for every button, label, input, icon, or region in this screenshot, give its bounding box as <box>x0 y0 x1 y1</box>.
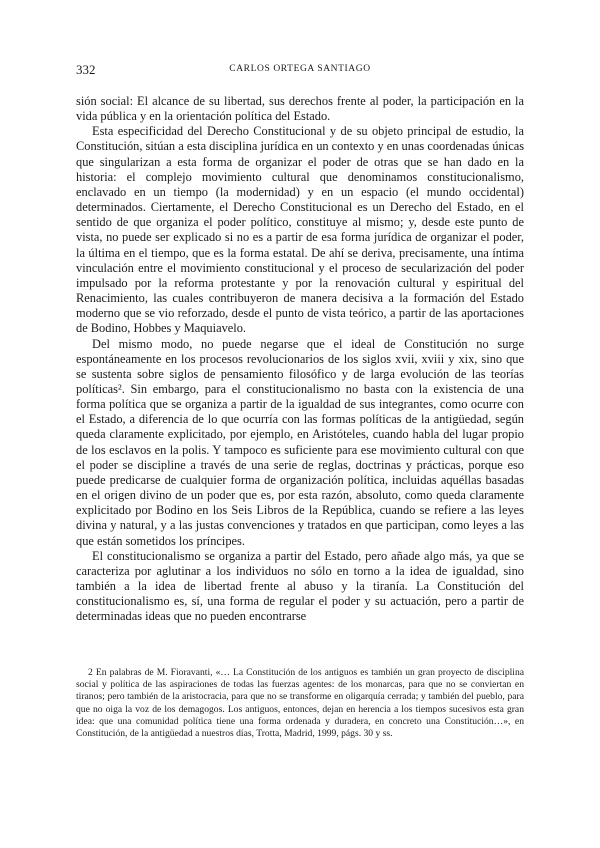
page-header <box>76 62 524 80</box>
running-head: CARLOS ORTEGA SANTIAGO <box>229 64 371 74</box>
footnotes <box>76 667 524 740</box>
paragraph-3: Del mismo modo, no puede negarse que el ideal de Constitución no surge espontáneamente en los procesos revolucionarios de los siglos xvii, xviii y xix, sino que se sustenta sobre siglos de pensamiento filosófico y de larga evolución de las teorías políticas². Sin embargo, para el constitucionalismo no basta con la existencia de una forma política que se organiza a partir de la igualdad de sus integrantes, como ocurre con el Estado, a diferencia de lo que ocurría con las formas políticas de la antigüedad, según queda claramente explicitado, por ejemplo, en Aristóteles, cuando habla del lugar propio de los esclavos en la polis. Y tampoco es suficiente para ese movimiento cultural con que el poder se discipline a través de una serie de reglas, doctrinas y prácticas, porque eso puede predicarse de cualquier forma de organización política, incluidas aquéllas basadas en el origen divino de un poder que es, por esta razón, absoluto, como queda claramente explicitado por Bodino en los Seis Libros de la República, cuando se refiere a las leyes divina y natural, y a las justas convenciones y tratados en que participan, como leyes a las que están sometidos los príncipes. <box>76 336 524 548</box>
page-number: 332 <box>76 62 96 77</box>
paragraph-4: El constitucionalismo se organiza a partir del Estado, pero añade algo más, ya que se caracteriza por aglutinar a los individuos no sólo en torno a la idea de igualdad, sino también a la idea de libertad frente al abuso y la tiranía. La Constitución del constitucionalismo es, sí, una forma de regular el poder y su actuación, pero a partir de determinadas ideas que no pueden encontrarse <box>76 548 524 624</box>
paragraph-1: sión social: El alcance de su libertad, sus derechos frente al poder, la participación en la vida pública y en la orientación política del Estado. <box>76 94 524 124</box>
footnote-2: 2 En palabras de M. Fioravanti, «… La Constitución de los antiguos es también un gran proyecto de disciplina social y política de las aspiraciones de todas las fuerzas agentes: de los monarcas, para que no se conviertan en tiranos; pero también de la aristocracia, para que no se transforme en oligarquía cerrada; y también del pueblo, para que no oiga la voz de los demagogos. Los antiguos, entonces, dejan en herencia a los tiempos sucesivos esta gran idea: que una comunidad política tiene una forma ordenada y duradera, en concreto una Constitución…», en Constitución, de la antigüedad a nuestros días, Trotta, Madrid, 1999, págs. 30 y ss. <box>76 667 524 740</box>
paragraph-2: Esta especificidad del Derecho Constitucional y de su objeto principal de estudio, la Constitución, sitúan a esta disciplina jurídica en un contexto y en unas coordenadas únicas que singularizan a esta forma de organizar el poder de otras que se han dado en la historia: el complejo movimiento cultural que denominamos constitucionalismo, enclavado en un tiempo (la modernidad) y en un espacio (el mundo occidental) determinados. Ciertamente, el Derecho Constitucional es un Derecho del Estado, en el sentido de que organiza el poder político, constituye al mismo; y, desde este punto de vista, no puede ser explicado si no es a partir de esa forma jurídica de organizar el poder, la última en el tiempo, que es la forma estatal. De ahí se deriva, precisamente, una íntima vinculación entre el movimiento constitucional y el proceso de secularización del poder impulsado por la reforma protestante y por la renovación cultural y espiritual del Renacimiento, las cuales contribuyeron de manera decisiva a la formación del Estado moderno que se vio reforzado, desde el punto de vista teórico, a partir de las aportaciones de Bodino, Hobbes y Maquiavelo. <box>76 124 525 336</box>
body-text <box>76 94 524 624</box>
